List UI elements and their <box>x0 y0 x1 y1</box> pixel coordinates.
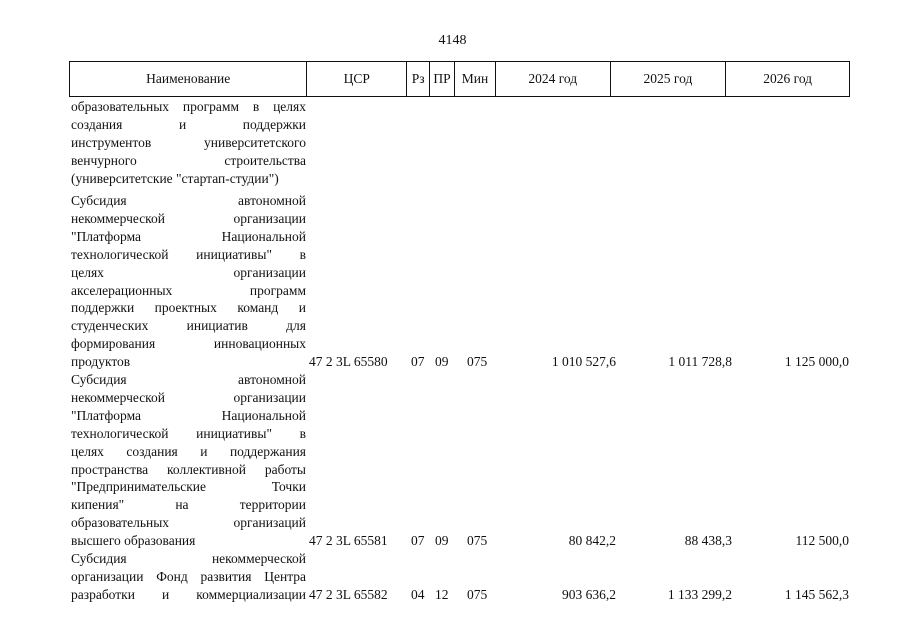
header-rz: Рз <box>407 62 430 96</box>
header-csr: ЦСР <box>307 62 407 96</box>
row-2026: 1 145 562,3 <box>784 587 849 602</box>
name-line: продуктов <box>71 354 131 370</box>
name-line: пространства коллективной работы <box>71 461 306 477</box>
row-min: 075 <box>467 533 488 548</box>
name-line: организации Фонд развития Центра <box>71 568 306 584</box>
name-line: некоммерческой организации <box>71 210 306 226</box>
header-name: Наименование <box>70 62 307 96</box>
row-name <box>71 192 306 371</box>
name-line: некоммерческой организации <box>71 389 306 405</box>
name-line: студенческих инициатив для <box>71 318 306 334</box>
name-line: создания и поддержки <box>71 116 306 132</box>
row-2026: 112 500,0 <box>795 533 849 548</box>
name-line: (университетские "стартап-студии") <box>71 170 279 186</box>
name-line: формирования инновационных <box>71 336 306 352</box>
row-2025: 1 011 728,8 <box>668 354 732 369</box>
row-name <box>71 98 306 188</box>
row-2024: 1 010 527,6 <box>551 354 616 369</box>
name-line: поддержки проектных команд и <box>71 300 306 316</box>
row-pr: 09 <box>435 533 449 548</box>
header-2026: 2026 год <box>763 71 813 86</box>
row-rz: 07 <box>411 354 425 369</box>
row-min: 075 <box>467 354 488 369</box>
name-line: технологической инициативы" в <box>71 425 306 441</box>
page-number: 4148 <box>438 33 467 48</box>
name-line: целях организации <box>71 264 306 280</box>
name-line: кипения" на территории <box>71 497 306 513</box>
row-rz: 07 <box>411 533 425 548</box>
row-2025: 1 133 299,2 <box>667 587 732 602</box>
header-pr: ПР <box>430 62 455 96</box>
row-rz: 04 <box>411 587 425 602</box>
name-line: "Предпринимательские Точки <box>71 479 306 495</box>
row-pr: 09 <box>435 354 449 369</box>
header-2024: 2024 год <box>496 62 611 96</box>
row-name <box>71 550 306 604</box>
header-min: Мин <box>455 62 496 96</box>
row-csr: 47 2 3L 65582 <box>309 587 388 602</box>
name-line: Субсидия автономной <box>71 372 306 387</box>
name-line: венчурного строительства <box>71 152 306 168</box>
name-line: целях создания и поддержания <box>71 443 306 459</box>
row-csr: 47 2 3L 65580 <box>309 354 388 369</box>
name-line: технологической инициативы" в <box>71 246 306 262</box>
name-line: образовательных программ в целях <box>71 99 306 114</box>
header-2025: 2025 год <box>611 62 727 96</box>
name-line: образовательных организаций <box>71 515 306 531</box>
row-min: 075 <box>467 587 488 602</box>
name-line: "Платформа Национальной <box>71 407 306 423</box>
name-line: инструментов университетского <box>71 134 306 150</box>
row-pr: 12 <box>435 587 449 602</box>
row-2024: 80 842,2 <box>568 533 616 548</box>
row-2024: 903 636,2 <box>562 587 616 602</box>
name-line: высшего образования <box>71 533 196 549</box>
row-name <box>71 371 306 550</box>
name-line: "Платформа Национальной <box>71 228 306 244</box>
row-2026: 1 125 000,0 <box>784 354 849 369</box>
table-header <box>69 61 850 97</box>
name-line: акселерационных программ <box>71 282 306 298</box>
row-csr: 47 2 3L 65581 <box>309 533 388 548</box>
row-2025: 88 438,3 <box>684 533 732 548</box>
name-line: Субсидия некоммерческой <box>71 551 306 566</box>
name-line: Субсидия автономной <box>71 193 306 208</box>
name-line: разработки и коммерциализации <box>71 586 306 602</box>
